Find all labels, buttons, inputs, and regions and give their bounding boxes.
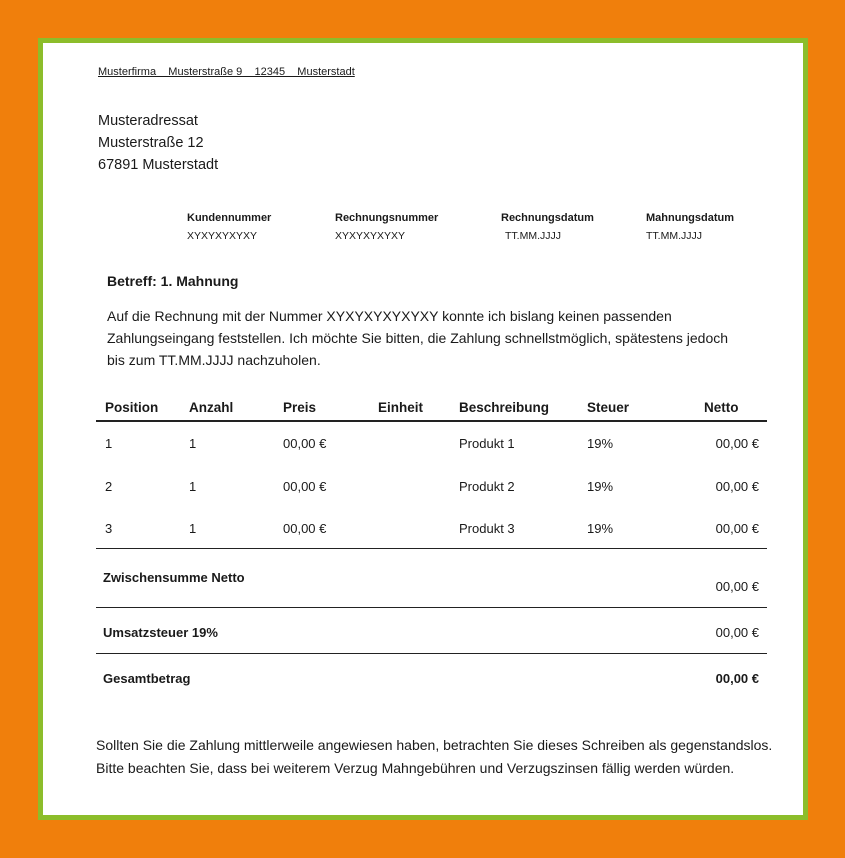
cell-description: Produkt 1 <box>459 436 515 451</box>
cell-quantity: 1 <box>189 521 197 536</box>
cell-net: 00,00 € <box>715 436 759 451</box>
meta-invoice-number <box>335 212 438 242</box>
meta-label: Rechnungsnummer <box>335 212 439 224</box>
col-header-quantity: Anzahl <box>189 400 234 415</box>
meta-label: Mahnungsdatum <box>646 212 734 224</box>
col-header-price: Preis <box>283 400 317 415</box>
header-rule <box>96 420 767 422</box>
rows-end-rule <box>96 548 767 549</box>
cell-net: 00,00 € <box>715 521 759 536</box>
meta-value: XYXYXYXYXY <box>335 230 406 242</box>
col-header-net: Netto <box>704 400 739 415</box>
recipient-address <box>98 110 218 176</box>
meta-invoice-date <box>501 212 594 242</box>
cell-position: 1 <box>105 436 113 451</box>
cell-description: Produkt 3 <box>459 521 515 536</box>
cell-price: 00,00 € <box>283 521 327 536</box>
meta-reminder-date <box>646 212 734 242</box>
meta-customer-number <box>187 212 271 242</box>
closing-paragraph: Sollten Sie die Zahlung mittlerweile angewiesen haben, betrachten Sie dieses Schreiben als gegenstandslos. Bitte beachten Sie, dass bei weiterem Verzug Mahngebühren und Verzugszinsen fällig werden würden. <box>96 737 773 776</box>
meta-value: XYXYXYXYXY <box>187 230 258 242</box>
col-header-description: Beschreibung <box>459 400 550 415</box>
cell-quantity: 1 <box>189 436 197 451</box>
letter-page <box>43 43 803 815</box>
vat-label: Umsatzsteuer 19% <box>103 625 218 640</box>
col-header-position: Position <box>105 400 159 415</box>
cell-price: 00,00 € <box>283 436 327 451</box>
cell-quantity: 1 <box>189 479 197 494</box>
subtotal-label: Zwischensumme Netto <box>103 570 245 585</box>
col-header-unit: Einheit <box>378 400 424 415</box>
meta-label: Rechnungsdatum <box>501 212 594 224</box>
cell-position: 3 <box>105 521 113 536</box>
cell-tax: 19% <box>587 479 614 494</box>
recipient-city: 67891 Musterstadt <box>98 157 219 173</box>
recipient-street: Musterstraße 12 <box>98 135 204 151</box>
subtotal-value: 00,00 € <box>715 579 759 594</box>
cell-position: 2 <box>105 479 113 494</box>
subtotal-rule <box>96 607 767 608</box>
cell-tax: 19% <box>587 436 614 451</box>
cell-price: 00,00 € <box>283 479 327 494</box>
total-label: Gesamtbetrag <box>103 671 191 686</box>
col-header-tax: Steuer <box>587 400 630 415</box>
meta-value: TT.MM.JJJJ <box>505 230 561 242</box>
cell-net: 00,00 € <box>715 479 759 494</box>
cell-tax: 19% <box>587 521 614 536</box>
subject-line: Betreff: 1. Mahnung <box>107 273 239 289</box>
recipient-name: Musteradressat <box>98 113 198 129</box>
sender-line: Musterfirma Musterstraße 9 12345 Musterstadt <box>98 66 355 78</box>
vat-value: 00,00 € <box>715 625 759 640</box>
vat-rule <box>96 653 767 654</box>
meta-value: TT.MM.JJJJ <box>646 230 702 242</box>
total-value: 00,00 € <box>715 671 759 686</box>
cell-description: Produkt 2 <box>459 479 515 494</box>
meta-label: Kundennummer <box>187 212 272 224</box>
body-paragraph: Auf die Rechnung mit der Nummer XYXYXYXYXYXY konnte ich bislang keinen passenden Zahlungseingang feststellen. Ich möchte Sie bitten, die Zahlung schnellstmöglich, spätestens jedoch bis zum TT.MM.JJJJ nachzuholen. <box>107 308 729 368</box>
